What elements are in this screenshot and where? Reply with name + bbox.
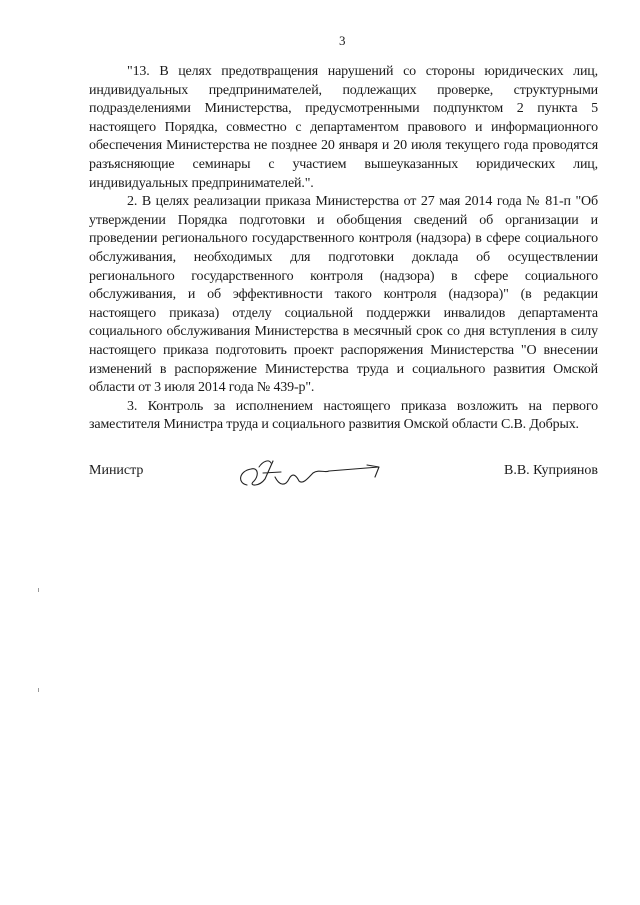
handwritten-signature: [229, 455, 389, 495]
paragraph-item-13: "13. В целях предотвращения нарушений со стороны юридических лиц, индивидуальных предпринимателей, подлежащих проверке, структурными подразделениями Министерства, предусмотренными подпунктом 2 пункта 5 настоящего Порядка, совместно с департаментом правового и информационного обеспечения Министерства не позднее 20 января и 20 июля текущего года проводятся разъясняющие семинары с участием вышеуказанных юридических лиц, индивидуальных предпринимателей.".: [89, 64, 598, 191]
signatory-name: В.В. Куприянов: [504, 463, 598, 478]
scan-artifact-mark: [38, 688, 39, 692]
signature-block: [89, 455, 598, 495]
scan-artifact-mark: [38, 588, 39, 592]
page-number: 3: [339, 33, 346, 48]
document-body: [89, 63, 598, 435]
signatory-title: Министр: [89, 463, 144, 478]
paragraph-point-3: 3. Контроль за исполнением настоящего приказа возложить на первого заместителя Министра труда и социального развития Омской области С.В. Добрых.: [89, 398, 598, 433]
paragraph-point-2: 2. В целях реализации приказа Министерства от 27 мая 2014 года № 81-п "Об утверждении Порядка подготовки и обобщения сведений об организации и проведении регионального государственного контроля (надзора) в сфере социального обслуживания, необходимых для подготовки доклада об осуществлении регионального государственного контроля (надзора) в сфере социального обслуживания, и об эффективности такого контроля (надзора)" (в редакции настоящего приказа) отделу социальной поддержки инвалидов департамента социального обслуживания Министерства в месячный срок со дня вступления в силу настоящего приказа подготовить проект распоряжения Министерства "О внесении изменений в распоряжение Министерства труда и социального развития Омской области от 3 июля 2014 года № 439-р".: [89, 194, 598, 396]
